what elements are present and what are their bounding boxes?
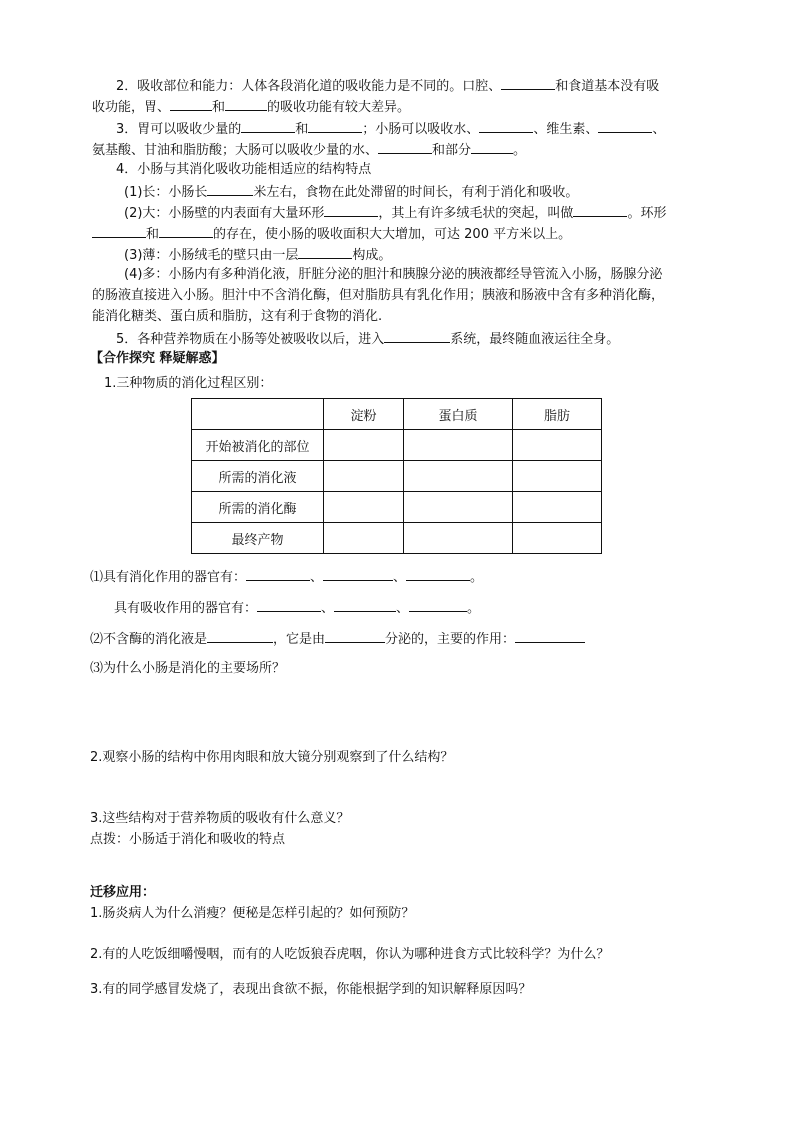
table-cell[interactable]	[404, 523, 513, 554]
blank-3[interactable]	[225, 96, 267, 111]
section-3-line-2	[92, 139, 526, 161]
text: 、	[310, 570, 324, 585]
row-label: 开始被消化的部位	[192, 430, 324, 461]
section-4-point-3	[124, 244, 391, 266]
blank-14[interactable]	[159, 223, 213, 238]
blank-7[interactable]	[598, 118, 652, 133]
text: 、维生素、	[533, 122, 599, 137]
section-2-line-1	[116, 75, 659, 97]
transfer-question-2: 2.有的人吃饭细嚼慢咽，而有的人吃饭狼吞虎咽，你认为哪种进食方式比较科学？为什么？	[90, 947, 610, 962]
blank-22[interactable]	[409, 597, 467, 612]
blank-24[interactable]	[325, 628, 385, 643]
row-label: 最终产物	[192, 523, 324, 554]
table-header: 淀粉	[324, 399, 404, 430]
text: ⑵不含酶的消化液是	[90, 632, 208, 647]
section-5	[116, 328, 619, 350]
blank-17[interactable]	[246, 566, 310, 581]
text: 和	[295, 122, 309, 137]
blank-25[interactable]	[515, 628, 585, 643]
table-cell[interactable]	[513, 461, 602, 492]
blank-21[interactable]	[334, 597, 396, 612]
text: 、	[393, 570, 407, 585]
text: (3)薄：小肠绒毛的壁只由一层	[124, 248, 299, 263]
transfer-question-1: 1.肠炎病人为什么消瘦？便秘是怎样引起的？如何预防？	[90, 906, 415, 921]
table-header	[192, 399, 324, 430]
text: ，它是由	[273, 632, 326, 647]
blank-11[interactable]	[324, 202, 378, 217]
blank-23[interactable]	[207, 628, 273, 643]
blank-2[interactable]	[170, 96, 212, 111]
text: 和食道基本没有吸	[555, 79, 660, 94]
text: 和	[212, 100, 226, 115]
question-2: 2.观察小肠的结构中你用肉眼和放大镜分别观察到了什么结构？	[90, 750, 454, 765]
hint: 点拨：小肠适于消化和吸收的特点	[90, 832, 286, 847]
table-cell[interactable]	[404, 430, 513, 461]
blank-19[interactable]	[406, 566, 470, 581]
heading-transfer-application: 迁移应用：	[90, 885, 156, 900]
blank-8[interactable]	[378, 139, 432, 154]
blank-6[interactable]	[479, 118, 533, 133]
text: 。环形	[627, 206, 667, 221]
question-1-1-absorb	[114, 597, 480, 619]
text: 的吸收功能有较大差异。	[267, 100, 411, 115]
blank-18[interactable]	[323, 566, 393, 581]
section-2-line-2	[92, 96, 410, 118]
text: 收功能，胃、	[92, 100, 171, 115]
section-4-point-1	[124, 181, 578, 203]
text: (1)长：小肠长	[124, 185, 208, 200]
question-1-title: 1.三种物质的消化过程区别：	[104, 376, 273, 391]
section-4-point-4-line-2: 的肠液直接进入小肠。胆汁中不含消化酶，但对脂肪具有乳化作用；胰液和肠液中含有多种消化酶，	[92, 288, 665, 303]
table-header: 脂肪	[513, 399, 602, 430]
row-label: 所需的消化酶	[192, 492, 324, 523]
table-row	[192, 461, 602, 492]
blank-10[interactable]	[207, 181, 253, 196]
text: ；小肠可以吸收水、	[362, 122, 480, 137]
question-1-3: ⑶为什么小肠是消化的主要场所？	[90, 661, 286, 676]
table-cell[interactable]	[324, 523, 404, 554]
section-4-point-4-line-1: (4)多：小肠内有多种消化液，肝脏分泌的胆汁和胰腺分泌的胰液都经导管流入小肠，肠腺分泌	[124, 267, 663, 282]
table-cell[interactable]	[324, 492, 404, 523]
blank-20[interactable]	[257, 597, 321, 612]
table-header-row	[192, 399, 602, 430]
text: 的存在，使小肠的吸收面积大大增加，可达 200 平方米以上。	[213, 227, 572, 242]
section-4-title: 4．小肠与其消化吸收功能相适应的结构特点	[116, 162, 372, 177]
text: 、	[396, 601, 410, 616]
row-label: 所需的消化液	[192, 461, 324, 492]
question-1-1	[90, 566, 483, 588]
blank-12[interactable]	[573, 202, 627, 217]
blank-16[interactable]	[384, 328, 450, 343]
text: 、	[652, 122, 666, 137]
text: 具有吸收作用的器官有：	[114, 601, 258, 616]
section-3-line-1	[116, 118, 665, 140]
blank-4[interactable]	[241, 118, 295, 133]
text: 氨基酸、甘油和脂肪酸；大肠可以吸收少量的水、	[92, 143, 379, 158]
transfer-question-3: 3.有的同学感冒发烧了，表现出食欲不振，你能根据学到的知识解释原因吗？	[90, 982, 532, 997]
text: ，其上有许多绒毛状的突起，叫做	[378, 206, 574, 221]
text: 和部分	[432, 143, 472, 158]
text: (2)大：小肠壁的内表面有大量环形	[124, 206, 325, 221]
text: 系统，最终随血液运往全身。	[450, 332, 620, 347]
heading-cooperative-inquiry: 【合作探究 释疑解惑】	[90, 351, 225, 366]
blank-5[interactable]	[308, 118, 362, 133]
question-3: 3.这些结构对于营养物质的吸收有什么意义？	[90, 811, 350, 826]
table-cell[interactable]	[404, 461, 513, 492]
text: 2．吸收部位和能力：人体各段消化道的吸收能力是不同的。口腔、	[116, 79, 502, 94]
section-4-point-2-cont	[92, 223, 571, 245]
table-cell[interactable]	[513, 430, 602, 461]
text: 3．胃可以吸收少量的	[116, 122, 242, 137]
table-cell[interactable]	[513, 492, 602, 523]
text: 和	[146, 227, 160, 242]
table-row	[192, 523, 602, 554]
text: 构成。	[352, 248, 392, 263]
text: 。	[467, 601, 481, 616]
table-header: 蛋白质	[404, 399, 513, 430]
text: 、	[321, 601, 335, 616]
question-1-2	[90, 628, 585, 650]
table-cell[interactable]	[324, 430, 404, 461]
table-row	[192, 492, 602, 523]
text: 米左右，食物在此处滞留的时间长，有利于消化和吸收。	[253, 185, 579, 200]
blank-9[interactable]	[471, 139, 513, 154]
table-row	[192, 430, 602, 461]
blank-1[interactable]	[501, 75, 555, 90]
table-cell[interactable]	[324, 461, 404, 492]
blank-13[interactable]	[92, 223, 146, 238]
table-cell[interactable]	[513, 523, 602, 554]
text: ⑴具有消化作用的器官有：	[90, 570, 247, 585]
text: 。	[470, 570, 484, 585]
text: 。	[513, 143, 527, 158]
section-4-point-4-line-3: 能消化糖类、蛋白质和脂肪，这有利于食物的消化.	[92, 309, 383, 324]
text: 5．各种营养物质在小肠等处被吸收以后，进入	[116, 332, 385, 347]
blank-15[interactable]	[298, 244, 352, 259]
digestion-table	[191, 398, 602, 554]
table-cell[interactable]	[404, 492, 513, 523]
text: 分泌的，主要的作用：	[385, 632, 516, 647]
section-4-point-2	[124, 202, 666, 224]
